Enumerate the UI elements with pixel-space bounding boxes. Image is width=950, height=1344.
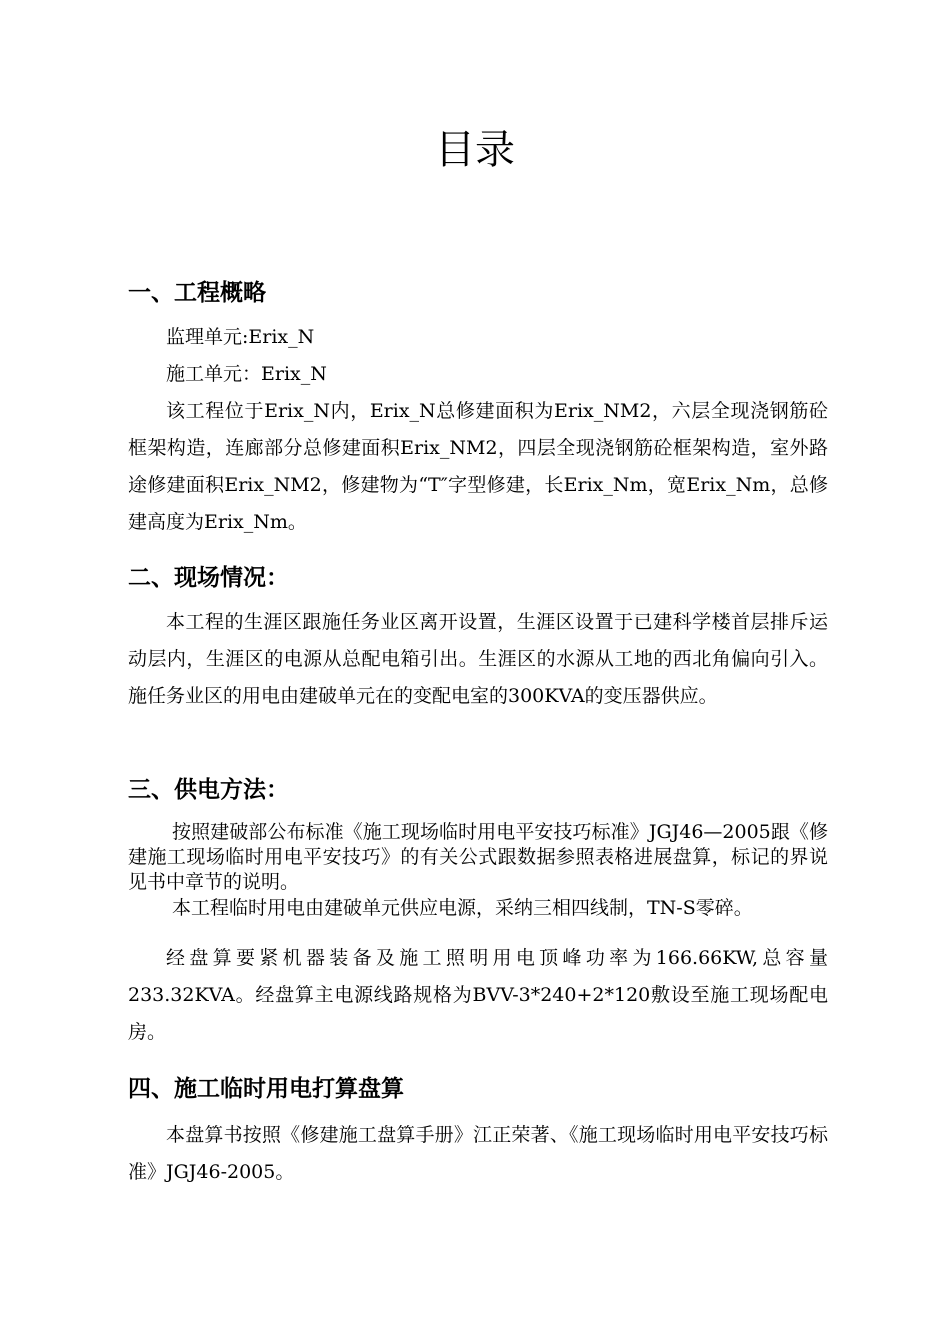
site-conditions-paragraph: 本工程的生涯区跟施任务业区离开设置，生涯区设置于已建科学楼首层排斥运动层内，生涯区的电源从总配电箱引出。生涯区的水源从工地的西北角偏向引入。施任务业区的用电由建破单元在的变配电室的300KVA的变压器供应。 <box>128 611 828 707</box>
calculation-paragraph: 本盘算书按照《修建施工盘算手册》江正荣著、《施工现场临时用电平安技巧标准》JGJ46-2005。 <box>128 1124 828 1183</box>
construction-unit-line: 施工单元：Erix_N <box>166 363 327 385</box>
supervision-unit-line: 监理单元:Erix_N <box>166 326 315 348</box>
section-heading-overview: 一、工程概略 <box>128 280 266 306</box>
section-heading-site-conditions: 二、现场情况： <box>128 565 289 591</box>
power-supply-paragraph-standards: 按照建破部公布标准《施工现场临时用电平安技巧标准》JGJ46—2005跟《修建施工现场临时用电平安技巧》的有关公式跟数据参照表格进展盘算，标记的界说见书中章节的说明。 <box>128 821 828 893</box>
document-title: 目录 <box>435 127 515 173</box>
section-heading-calculation: 四、施工临时用电打算盘算 <box>128 1076 404 1102</box>
overview-paragraph: 该工程位于Erix_N内，Erix_N总修建面积为Erix_NM2，六层全现浇钢筋砼框架构造，连廊部分总修建面积Erix_NM2，四层全现浇钢筋砼框架构造，室外路途修建面积Erix_NM2，修建物为“T″字型修建，长Erix_Nm，宽Erix_Nm，总修建高度为Erix_Nm。 <box>128 400 828 533</box>
section-heading-power-supply: 三、供电方法： <box>128 777 289 803</box>
power-supply-paragraph-calculation: 经盘算要紧机器装备及施工照明用电顶峰功率为166.66KW,总容量233.32KVA。经盘算主电源线路规格为BVV-3*240+2*120敷设至施工现场配电房。 <box>128 947 828 1043</box>
power-supply-paragraph-system: 本工程临时用电由建破单元供应电源，采纳三相四线制，TN-S零碎。 <box>172 897 753 919</box>
